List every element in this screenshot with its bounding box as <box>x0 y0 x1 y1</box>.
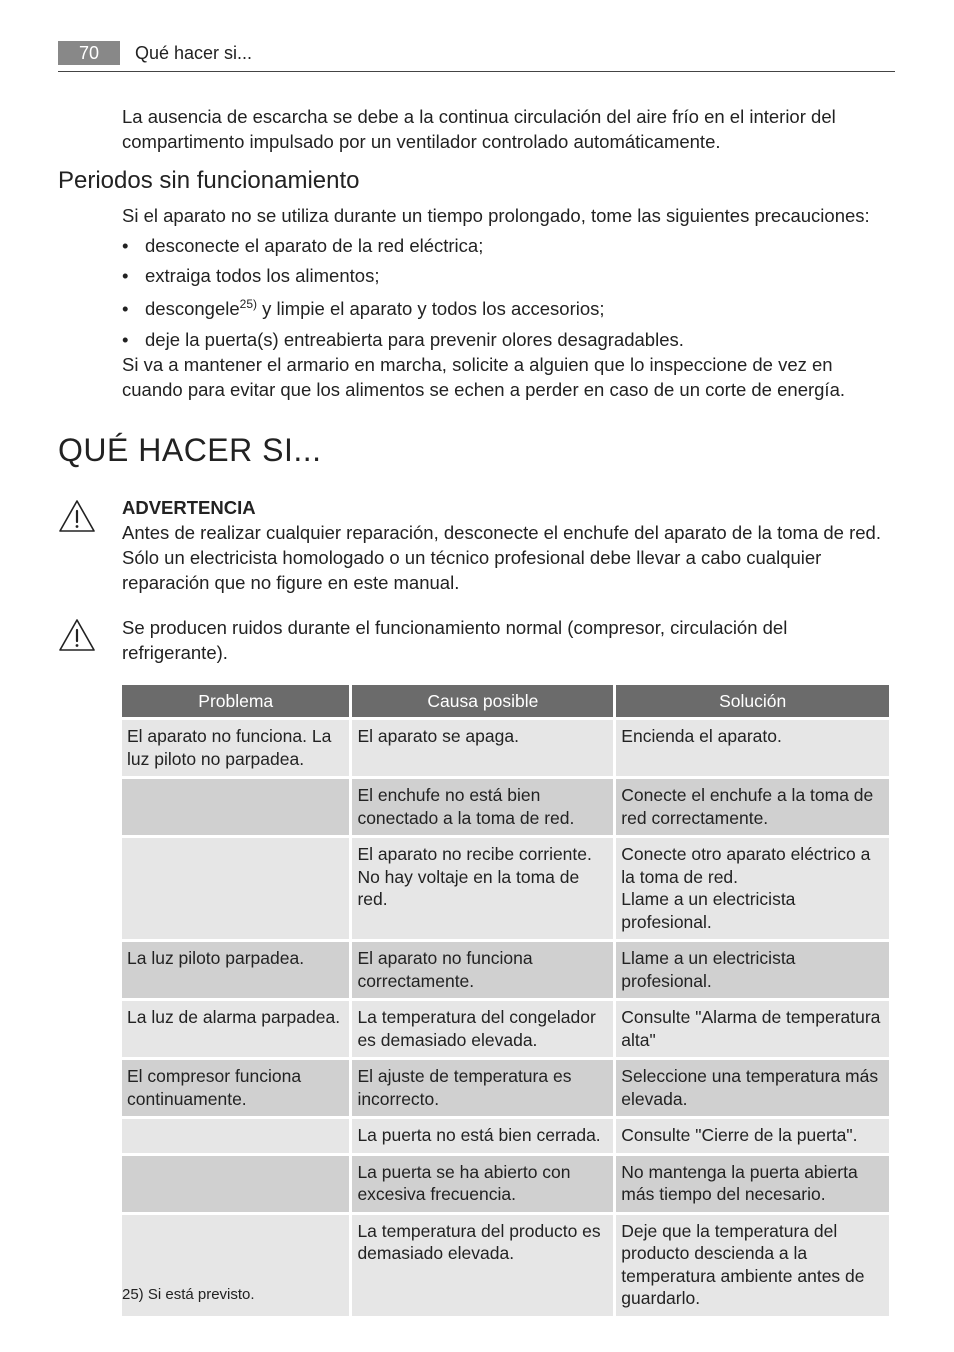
cell-solution: Encienda el aparato. <box>616 717 889 776</box>
bullet-text: y limpie el aparato y todos los accesorios; <box>256 298 605 319</box>
warning-text: Antes de realizar cualquier reparación, desconecte el enchufe del aparato de la toma de red. Sólo un electricista homologado o un técnico profesional debe llevar a cabo cualquier reparación que no figure en este manual. <box>122 522 881 593</box>
cell-solution: Consulte "Alarma de temperatura alta" <box>616 998 889 1057</box>
table-header-row <box>122 685 889 717</box>
table-row <box>122 1116 889 1153</box>
cell-cause: La temperatura del congelador es demasiado elevada. <box>352 998 613 1057</box>
column-header-solution: Solución <box>616 685 889 717</box>
closing-paragraph: Si va a mantener el armario en marcha, solicite a alguien que lo inspeccione de vez en cuando para evitar que los alimentos se echen a perder en caso de un corte de energía. <box>122 354 845 400</box>
bullet-glyph: • <box>122 265 129 286</box>
cell-solution: Consulte "Cierre de la puerta". <box>616 1116 889 1153</box>
cell-cause: La puerta se ha abierto con excesiva frecuencia. <box>352 1153 613 1212</box>
cell-cause: El aparato se apaga. <box>352 717 613 776</box>
cell-cause: El aparato no funciona correctamente. <box>352 939 613 998</box>
cell-problem: La luz de alarma parpadea. <box>122 998 349 1057</box>
bullet-text: desconecte el aparato de la red eléctrica; <box>145 235 484 256</box>
cell-solution: Conecte otro aparato eléctrico a la toma de red. Llame a un electricista profesional. <box>616 835 889 939</box>
footnote-ref: 25) <box>239 296 257 311</box>
cell-solution: Llame a un electricista profesional. <box>616 939 889 998</box>
cell-solution: No mantenga la puerta abierta más tiempo del necesario. <box>616 1153 889 1212</box>
warning-triangle-icon <box>58 618 96 652</box>
page-title: QUÉ HACER SI... <box>58 432 322 468</box>
page-number: 70 <box>58 41 120 65</box>
table-row <box>122 835 889 939</box>
cell-solution: Deje que la temperatura del producto descienda a la temperatura ambiente antes de guardarlo. <box>616 1212 889 1316</box>
cell-problem <box>122 835 349 939</box>
cell-problem: El aparato no funciona. La luz piloto no parpadea. <box>122 717 349 776</box>
bullet-glyph: • <box>122 298 129 319</box>
cell-solution: Conecte el enchufe a la toma de red correctamente. <box>616 776 889 835</box>
section-lead: Si el aparato no se utiliza durante un tiempo prolongado, tome las siguientes precauciones: <box>122 205 870 226</box>
table-row <box>122 998 889 1057</box>
cell-cause: El ajuste de temperatura es incorrecto. <box>352 1057 613 1116</box>
column-header-problem: Problema <box>122 685 349 717</box>
intro-paragraph: La ausencia de escarcha se debe a la continua circulación del aire frío en el interior del compartimento impulsado por un ventilador controlado automáticamente. <box>122 106 836 152</box>
note-text: Se producen ruidos durante el funcionamiento normal (compresor, circulación del refrigerante). <box>122 617 788 663</box>
troubleshooting-table <box>119 685 892 1316</box>
page-header <box>58 40 895 72</box>
cell-problem: El compresor funciona continuamente. <box>122 1057 349 1116</box>
table-row <box>122 717 889 776</box>
bullet-item <box>122 296 897 321</box>
table-row <box>122 1057 889 1116</box>
bullet-text: deje la puerta(s) entreabierta para prevenir olores desagradables. <box>145 329 684 350</box>
column-header-cause: Causa posible <box>352 685 613 717</box>
cell-problem: La luz piloto parpadea. <box>122 939 349 998</box>
cell-cause: La temperatura del producto es demasiado elevada. <box>352 1212 613 1316</box>
bullet-item <box>122 263 897 288</box>
cell-problem <box>122 1116 349 1153</box>
cell-cause: La puerta no está bien cerrada. <box>352 1116 613 1153</box>
bullet-glyph: • <box>122 235 129 256</box>
table-row <box>122 939 889 998</box>
bullet-text: descongele <box>145 298 240 319</box>
bullet-text: extraiga todos los alimentos; <box>145 265 380 286</box>
running-title: Qué hacer si... <box>135 43 253 63</box>
cell-solution: Seleccione una temperatura más elevada. <box>616 1057 889 1116</box>
bullet-item <box>122 233 897 258</box>
table-row <box>122 776 889 835</box>
warning-triangle-icon <box>58 499 96 533</box>
cell-problem <box>122 1153 349 1212</box>
table-row <box>122 1153 889 1212</box>
footnote: 25) Si está previsto. <box>122 1286 255 1303</box>
warning-title: ADVERTENCIA <box>122 497 256 518</box>
cell-problem <box>122 776 349 835</box>
section-heading: Periodos sin funcionamiento <box>58 167 360 194</box>
cell-cause: El enchufe no está bien conectado a la toma de red. <box>352 776 613 835</box>
warning-block <box>122 495 897 595</box>
bullet-glyph: • <box>122 329 129 350</box>
cell-cause: El aparato no recibe corriente. No hay voltaje en la toma de red. <box>352 835 613 939</box>
bullet-item <box>122 327 897 352</box>
